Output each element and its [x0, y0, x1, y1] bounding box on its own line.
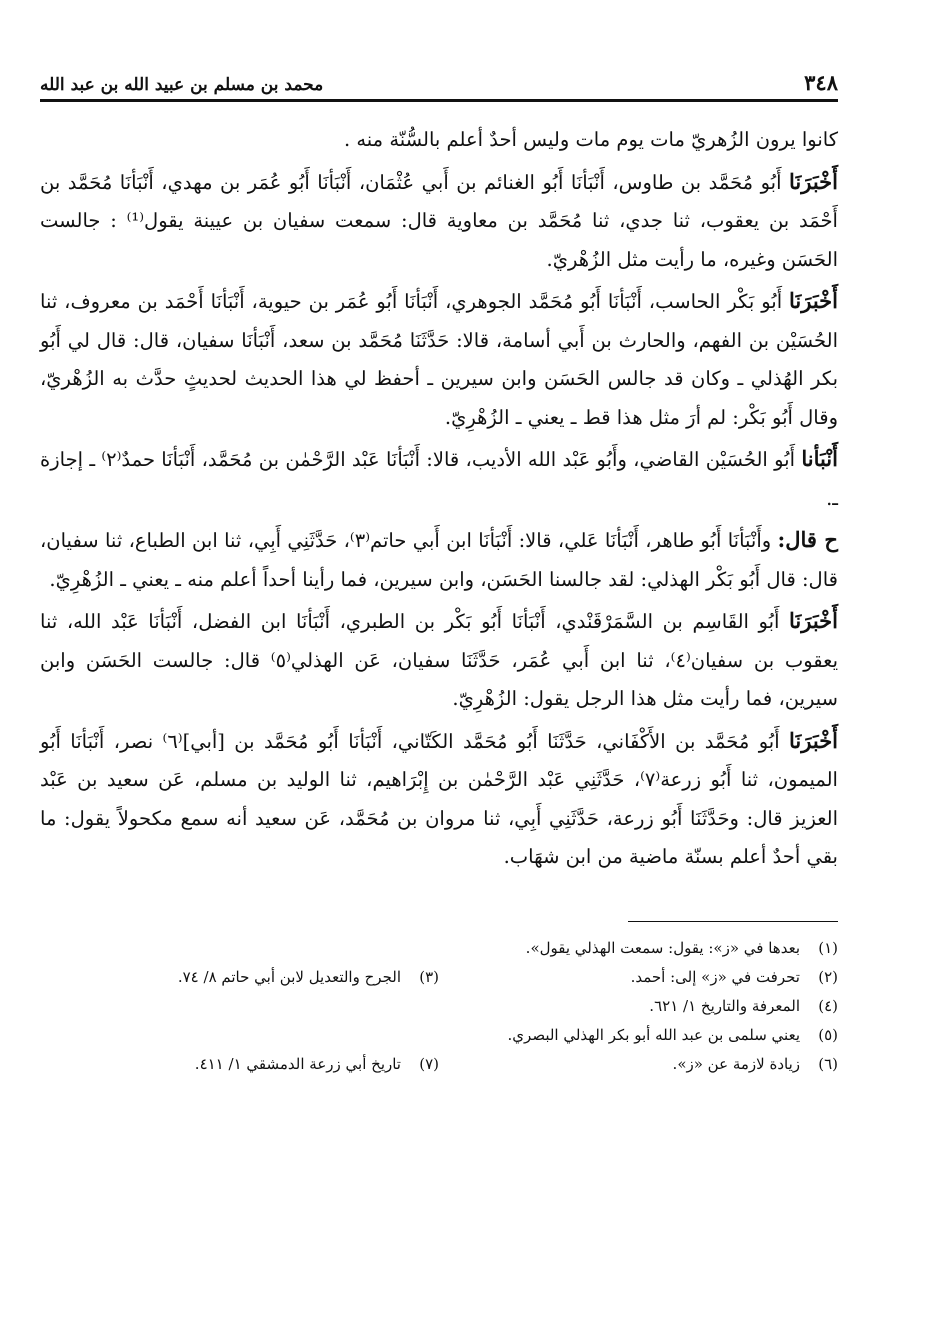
- footnote-text: تحرفت في «ز» إلى: أحمد.: [630, 967, 800, 986]
- paragraph-lead: أَخْبَرَنَا: [789, 288, 838, 313]
- book-page: [40, 62, 838, 1302]
- paragraph: [40, 722, 838, 877]
- main-text: [40, 120, 838, 877]
- footnote-row: [40, 934, 838, 963]
- footnote-text: تاريخ أبي زرعة الدمشقي ١/ ٤١١.: [194, 1054, 401, 1073]
- footnote-number: (٧): [419, 1054, 439, 1073]
- footnote-number: (٢): [818, 967, 838, 986]
- paragraph-lead: أَخْبَرَنَا: [789, 608, 838, 633]
- paragraph: [40, 282, 838, 437]
- paragraph-text: أَبُو مُحَمَّد بن طاوس، أَنْبَأنَا أَبُو الغنائم بن أَبي عُثْمَان، أَنْبَأنَا أَبُو عُمَر بن مهدي، أَنْبَأنَا مُحَمَّد بن أَحْمَد بن يعقوب، ثنا جدي، ثنا مُحَمَّد بن معاوية قال: سمعت سفيان بن عيينة يقول⁽¹⁾ : جالست الحَسَن وغيره، ما رأيت مثل الزُهْريّ.: [40, 170, 838, 271]
- paragraph: [40, 521, 838, 599]
- page-number: ٣٤٨: [804, 70, 838, 95]
- paragraph-lead: ح قال:: [777, 527, 838, 552]
- footnotes: [40, 934, 838, 1079]
- paragraph-lead: أَخْبَرَنَا: [789, 168, 838, 194]
- footnote: [438, 992, 838, 1021]
- paragraph: [40, 120, 838, 160]
- paragraph-lead: أَخْبَرَنَا: [789, 727, 839, 753]
- paragraph-text: وأَنْبَأنَا أَبُو طاهر، أَنْبَأنَا عَلي، قالا: أَنْبَأنَا ابن أَبي حاتم⁽٣⁾، حَدَّثَنِي أَبِي، ثنا ابن الطباع، ثنا سفيان، قال: قال أَبُو بَكْر الهذلي: لقد جالسنا الحَسَن، وابن سيرين، فما رأينا أحداً أعلم منه ـ يعني ـ الزُهْرِيّ.: [40, 529, 838, 591]
- paragraph-text: كانوا يرون الزُهريّ مات يوم مات وليس أحدٌ أعلم بالسُّنّة منه .: [343, 128, 838, 151]
- footnote-row: [40, 992, 838, 1021]
- paragraph-text: أَبُو الحُسَيْن القاضي، وأَبُو عَبْد الله الأديب، قالا: أَنْبَأنَا عَبْد الرَّحْمٰن بن مُحَمَّد، أَنْبَأنَا حمدٌ⁽٢⁾ ـ إجازة ـ.: [40, 448, 838, 510]
- footnote-row: [40, 1050, 838, 1079]
- footnote: [438, 934, 838, 963]
- footnote-text: الجرح والتعديل لابن أبي حاتم ٨/ ٧٤.: [177, 967, 401, 986]
- footnote-number: (٣): [419, 967, 439, 986]
- paragraph-text: أَبُو مُحَمَّد بن الأَكْفَاني، حَدَّثَنَا أَبُو مُحَمَّد الكَتّاني، أَنْبَأنَا أَبُو مُحَمَّد بن [أبي]⁽٦⁾ نصر، أَنْبَأنَا أَبُو الميمون، ثنا أَبُو زرعة⁽٧⁾، حَدَّثَنِي عَبْد الرَّحْمٰن بن إِبْرَاهيم، ثنا الوليد بن مسلم، عَن سعيد بن عَبْد العزيز قال: وحَدَّثَنَا أَبُو زرعة، حَدَّثَنِي أَبِي، ثنا مروان بن مُحَمَّد، عَن سعيد أنه سمع مكحولاً يقول: ما بقي أحدٌ أعلم بسنّة ماضية من ابن شهَاب.: [40, 729, 838, 868]
- footnote-number: (٦): [818, 1054, 838, 1073]
- running-title: محمد بن مسلم بن عبيد الله بن عبد الله: [40, 75, 324, 95]
- footnote: [40, 1050, 439, 1079]
- footnote: [438, 1021, 838, 1050]
- footnote-number: (١): [818, 938, 838, 957]
- footnote-text: زيادة لازمة عن «ز».: [672, 1054, 800, 1073]
- footnote-separator: [628, 921, 838, 922]
- paragraph: [40, 163, 838, 280]
- paragraph: [40, 440, 838, 518]
- footnote: [439, 963, 838, 992]
- paragraph: [40, 602, 838, 719]
- footnote-row: [40, 1021, 838, 1050]
- footnote-row: [40, 963, 838, 992]
- paragraph-lead: أَنْبَأنا: [801, 446, 838, 471]
- footnote-number: (٥): [818, 1025, 838, 1044]
- footnote: [40, 963, 439, 992]
- paragraph-text: أَبُو القَاسِم بن السَّمَرْقَنْدي، أَنْبَأنَا أَبُو بَكْر بن الطبري، أَنْبَأنَا ابن الفضل، أَنْبَأنَا عَبْد الله، ثنا يعقوب بن سفيان⁽٤⁾، ثنا ابن أَبي عُمَر، حَدَّثَنَا سفيان، عَن الهذلي⁽٥⁾ قال: جالست الحَسَن وابن سيرين، فما رأيت مثل هذا الرجل يقول: الزُهْرِيّ.: [40, 610, 839, 710]
- paragraph-text: أَبُو بَكْر الحاسب، أَنْبَأنَا أَبُو مُحَمَّد الجوهري، أَنْبَأنَا أَبُو عُمَر بن حيوية، أَنْبَأنَا أَحْمَد بن معروف، ثنا الحُسَيْن بن الفهم، والحارث بن أَبي أسامة، قالا: حَدَّثَنَا مُحَمَّد بن سعد، أَنْبَأنَا سفيان، قال: قال لي أَبُو بكر الهُذلي ـ وكان قد جالس الحَسَن وابن سيرين ـ أحفظ لي هذا الحديث لحديثٍ حدَّث به الزُهْريّ، وقال أَبُو بَكْر: لم أرَ مثل هذا قط ـ يعني ـ الزُهْرِيّ.: [40, 290, 838, 429]
- footnote-number: (٤): [818, 996, 838, 1015]
- footnote-text: بعدها في «ز»: يقول: سمعت الهذلي يقول».: [525, 938, 800, 957]
- footnote-text: المعرفة والتاريخ ١/ ٦٢١.: [649, 996, 800, 1015]
- footnote: [439, 1050, 838, 1079]
- page-header: [40, 62, 838, 102]
- footnote-text: يعني سلمى بن عبد الله أبو بكر الهذلي البصري.: [507, 1025, 800, 1044]
